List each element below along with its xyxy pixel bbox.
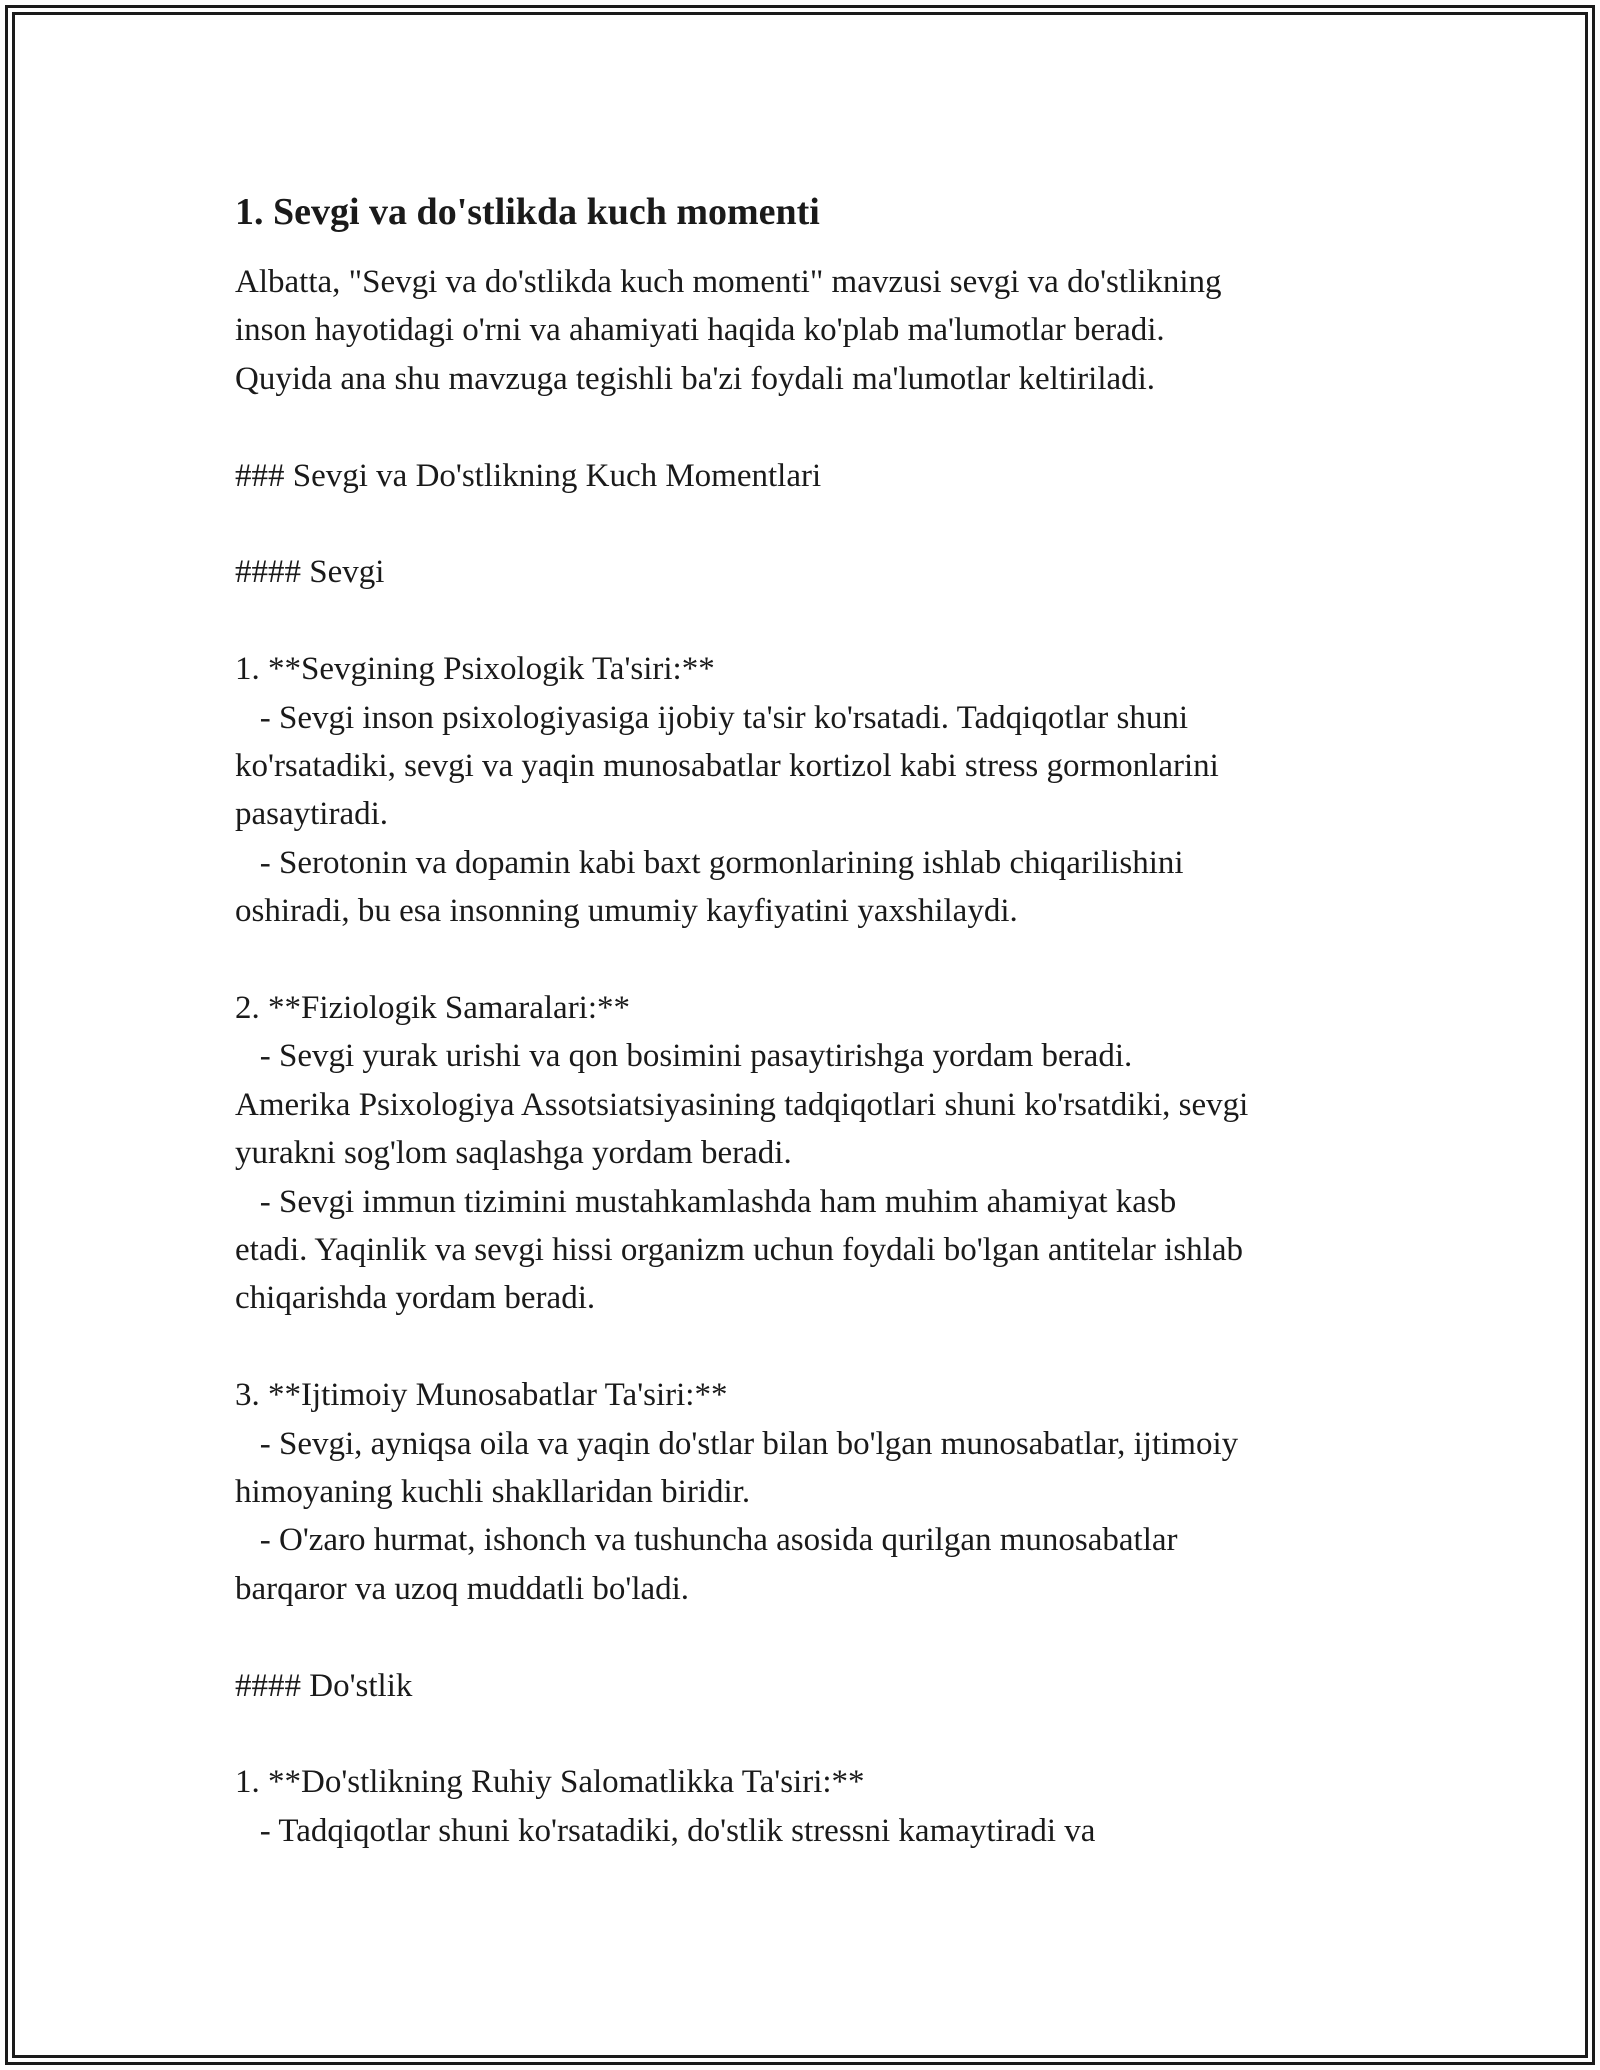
spacer [235,403,1385,451]
spacer [235,597,1385,645]
subsection-heading-dostlik: #### Do'stlik [235,1667,413,1704]
spacer [235,936,1385,984]
spacer [235,1323,1385,1371]
spacer [235,1613,1385,1661]
subsection-heading-sevgi: #### Sevgi [235,554,385,591]
document-body [235,186,1385,1855]
list-item-sevgi-2: 2. **Fiziologik Samaralari:** - Sevgi yurak urishi va qon bosimini pasaytirishga yordam beradi. Amerika Psixologiya Assotsiatsiyasining tadqiqotlari shuni ko'rsatdiki, sevgi yurakni sog'lom saqlashga yordam beradi. - Sevgi immun tizimini mustahkamlashda ham muhim ahamiyat kasb etadi. Yaqinlik va sevgi hissi organizm uchun foydali bo'lgan antitelar ishlab chiqarishda yordam beradi. [235,990,1249,1317]
spacer [235,500,1385,548]
list-item-sevgi-1: 1. **Sevgining Psixologik Ta'siri:** - Sevgi inson psixologiyasiga ijobiy ta'sir ko'rsatadi. Tadqiqotlar shuni ko'rsatadiki, sevgi va yaqin munosabatlar kortizol kabi stress gormonlarini pasaytiradi. - Serotonin va dopamin kabi baxt gormonlarining ishlab chiqarilishini oshiradi, bu esa insonning umumiy kayfiyatini yaxshilaydi. [235,651,1219,930]
document-title: 1. Sevgi va do'stlikda kuch momenti [235,191,820,233]
list-item-sevgi-3: 3. **Ijtimoiy Munosabatlar Ta'siri:** - Sevgi, ayniqsa oila va yaqin do'stlar bilan bo'lgan munosabatlar, ijtimoiy himoyaning kuchli shakllaridan biridir. - O'zaro hurmat, ishonch va tushuncha asosida qurilgan munosabatlar barqaror va uzoq muddatli bo'ladi. [235,1377,1239,1607]
intro-paragraph: Albatta, "Sevgi va do'stlikda kuch momenti" mavzusi sevgi va do'stlikning inson hayotidagi o'rni va ahamiyati haqida ko'plab ma'lumotlar beradi. Quyida ana shu mavzuga tegishli ba'zi foydali ma'lumotlar keltiriladi. [235,264,1222,397]
spacer [235,1710,1385,1758]
list-item-dostlik-1: 1. **Do'stlikning Ruhiy Salomatlikka Ta'siri:** - Tadqiqotlar shuni ko'rsatadiki, do'stlik stressni kamaytiradi va [235,1764,1096,1849]
section-heading: ### Sevgi va Do'stlikning Kuch Momentlari [235,457,822,494]
